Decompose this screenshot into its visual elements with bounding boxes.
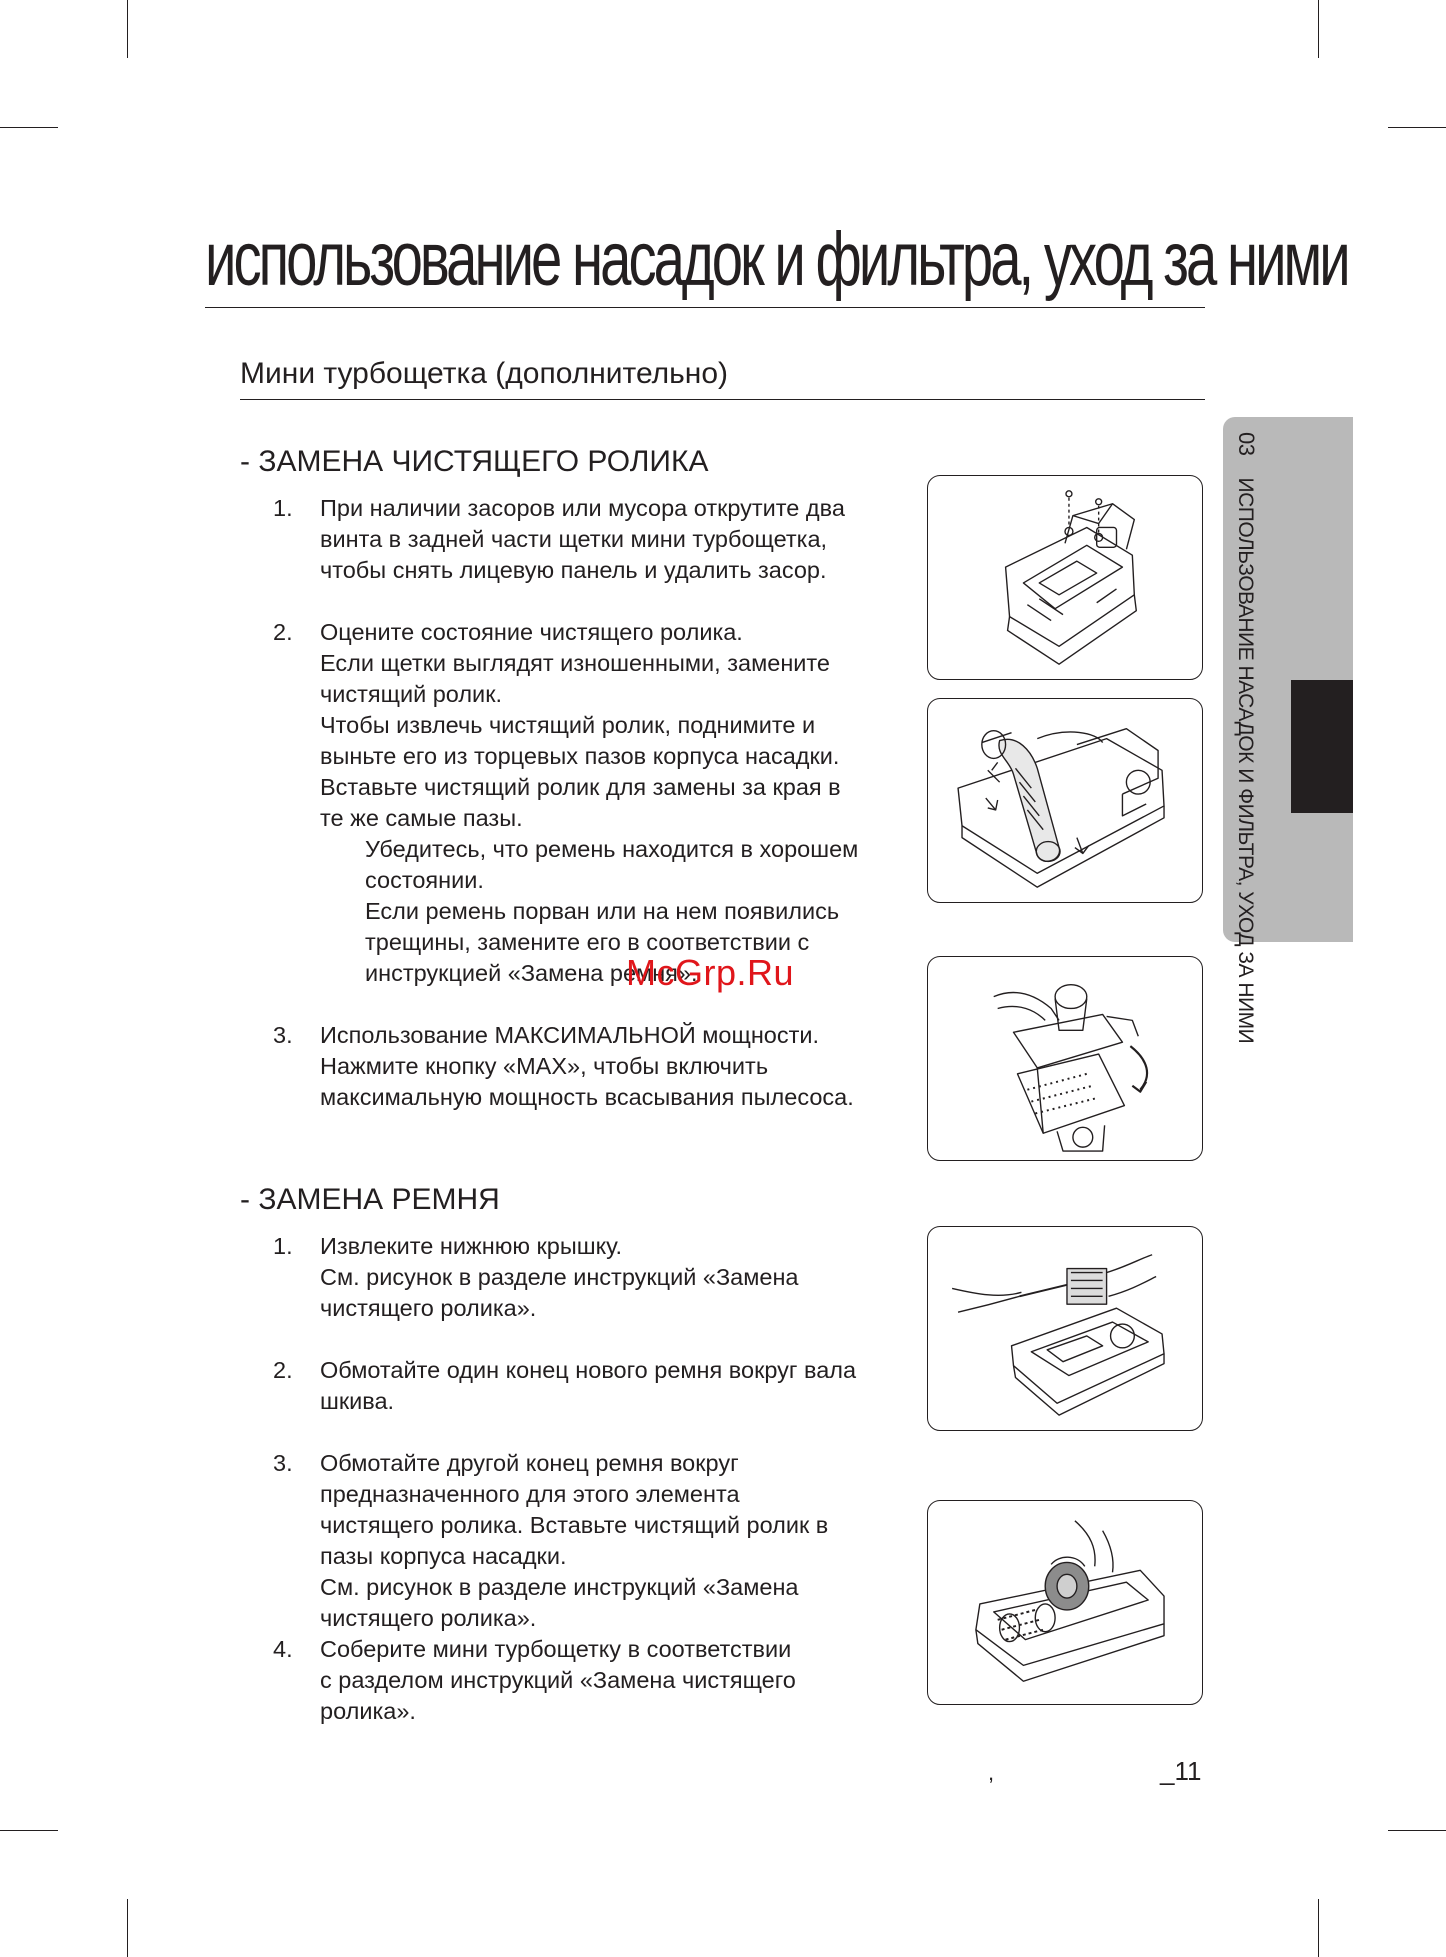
step-line: Чтобы извлечь чистящий ролик, поднимите и xyxy=(320,712,816,738)
belt-steps xyxy=(273,1231,913,1727)
step-line: При наличии засоров или мусора открутите два xyxy=(320,495,845,521)
roller-section-heading: - ЗАМЕНА ЧИСТЯЩЕГО РОЛИКА xyxy=(240,445,709,478)
step-line: чистящего ролика. Вставьте чистящий ролик в xyxy=(320,1512,829,1538)
step-line: Извлеките нижнюю крышку. xyxy=(320,1233,623,1259)
step-line: максимальную мощность всасывания пылесоса. xyxy=(320,1084,854,1110)
subtitle-divider xyxy=(240,399,1205,400)
step-item xyxy=(273,1020,913,1113)
step-item xyxy=(273,1448,913,1634)
step-line: Обмотайте другой конец ремня вокруг xyxy=(320,1450,739,1476)
figure-remove-screws xyxy=(927,475,1203,680)
step-item xyxy=(273,1231,913,1324)
crop-mark xyxy=(127,0,128,58)
crop-mark xyxy=(1318,1899,1319,1957)
note-line: инструкцией «Замена ремня». xyxy=(365,960,698,986)
step-line: Обмотайте один конец нового ремня вокруг вала xyxy=(320,1357,857,1383)
step-line: шкива. xyxy=(320,1388,395,1414)
step-line: Вставьте чистящий ролик для замены за края в xyxy=(320,774,841,800)
note-line: Если ремень порван или на нем появились xyxy=(365,898,840,924)
step-number: 1. xyxy=(273,495,293,521)
figure-install-belt xyxy=(927,1500,1203,1705)
note-line: состоянии. xyxy=(365,867,484,893)
step-line: предназначенного для этого элемента xyxy=(320,1481,740,1507)
chapter-name: ИСПОЛЬЗОВАНИЕ НАСАДОК И ФИЛЬТРА, УХОД ЗА НИМИ xyxy=(1234,477,1257,1044)
step-line: чистящего ролика». xyxy=(320,1295,537,1321)
belt-section-heading: - ЗАМЕНА РЕМНЯ xyxy=(240,1183,500,1216)
page-title: использование насадок и фильтра, уход за ними xyxy=(205,217,1348,302)
figure-remove-bottom-cover xyxy=(927,1226,1203,1431)
step-item xyxy=(273,1355,913,1417)
note-line: трещины, замените его в соответствии с xyxy=(365,929,810,955)
crop-mark xyxy=(127,1899,128,1957)
step-line: См. рисунок в разделе инструкций «Замена xyxy=(320,1264,799,1290)
watermark: McGrp.Ru xyxy=(626,952,795,993)
step-line: чистящего ролика». xyxy=(320,1605,537,1631)
crop-mark xyxy=(1388,1830,1446,1831)
step-number: 2. xyxy=(273,619,293,645)
chapter-number: 03 xyxy=(1234,432,1259,456)
crop-mark xyxy=(0,1830,58,1831)
chapter-tab-marker xyxy=(1291,680,1353,813)
step-line: винта в задней части щетки мини турбощетка, xyxy=(320,526,828,552)
footer-comma: , xyxy=(988,1760,995,1785)
step-item xyxy=(273,617,913,993)
page-number: _11 xyxy=(1160,1756,1202,1786)
step-line: с разделом инструкций «Замена чистящего xyxy=(320,1667,796,1693)
section-subtitle: Мини турбощетка (дополнительно) xyxy=(240,357,729,390)
step-line: Если щетки выглядят изношенными, замените xyxy=(320,650,830,676)
step-number: 1. xyxy=(273,1233,293,1259)
step-line: чистящий ролик. xyxy=(320,681,502,707)
step-line: выньте его из торцевых пазов корпуса насадки. xyxy=(320,743,840,769)
step-number: 3. xyxy=(273,1450,293,1476)
step-item xyxy=(273,493,913,586)
step-line: Нажмите кнопку «MAX», чтобы включить xyxy=(320,1053,769,1079)
figure-max-power xyxy=(927,956,1203,1161)
step-item xyxy=(273,1634,913,1727)
crop-mark xyxy=(1318,0,1319,58)
crop-mark xyxy=(1388,127,1446,128)
step-number: 4. xyxy=(273,1636,293,1662)
chapter-tab-label xyxy=(1235,432,1257,1043)
title-divider xyxy=(205,307,1205,308)
step-line: ролика». xyxy=(320,1698,416,1724)
step-line: Оцените состояние чистящего ролика. xyxy=(320,619,743,645)
step-number: 3. xyxy=(273,1022,293,1048)
step-line: См. рисунок в разделе инструкций «Замена xyxy=(320,1574,799,1600)
step-line: Соберите мини турбощетку в соответствии xyxy=(320,1636,792,1662)
step-line: те же самые пазы. xyxy=(320,805,523,831)
chapter-tab-label-wrap xyxy=(1229,432,1285,1044)
step-number: 2. xyxy=(273,1357,293,1383)
crop-mark xyxy=(0,127,58,128)
step-note xyxy=(320,834,913,993)
roller-steps xyxy=(273,493,913,1113)
step-line: Использование МАКСИМАЛЬНОЙ мощности. xyxy=(320,1022,820,1048)
step-line: пазы корпуса насадки. xyxy=(320,1543,567,1569)
note-line: Убедитесь, что ремень находится в хорошем xyxy=(365,836,859,862)
figure-roller-removal xyxy=(927,698,1203,903)
step-line: чтобы снять лицевую панель и удалить засор. xyxy=(320,557,827,583)
